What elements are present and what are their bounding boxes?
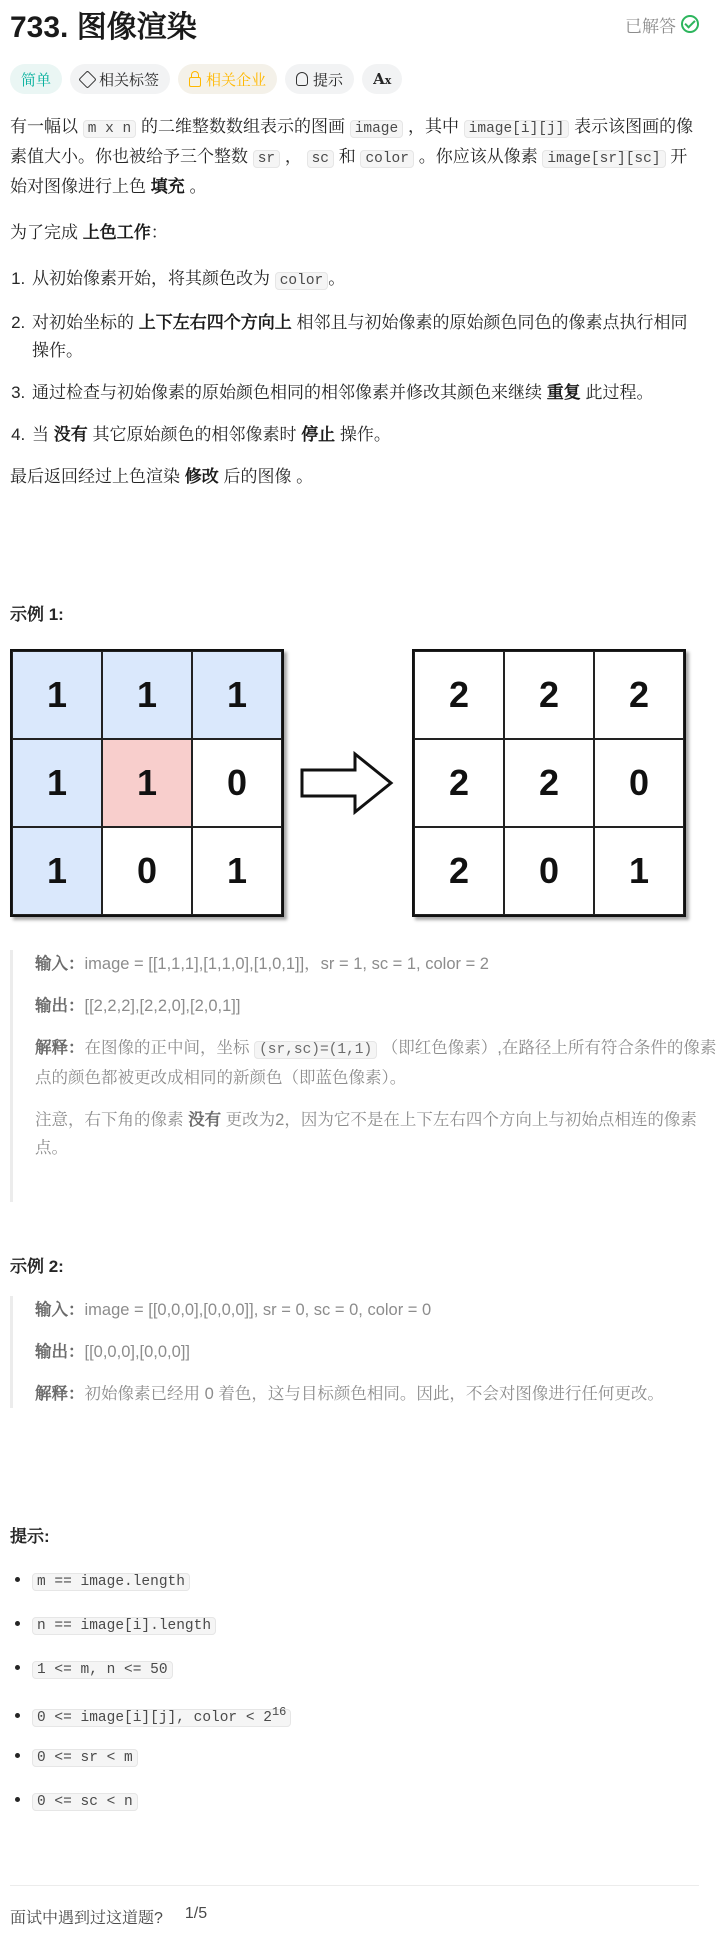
tag-icon [78, 70, 96, 88]
grid-cell: 2 [504, 651, 594, 739]
grid-cell: 0 [192, 739, 282, 827]
grid-cell: 1 [102, 651, 192, 739]
example-2-output: 输出：[[0,0,0],[0,0,0]] [35, 1343, 190, 1361]
grid-cell: 1 [192, 827, 282, 915]
divider [10, 1885, 699, 1886]
grid-cell: 1 [12, 651, 102, 739]
example-1-block [10, 950, 717, 1202]
topics-tag-button[interactable] [70, 64, 170, 94]
companies-tag-button[interactable] [178, 64, 277, 94]
solved-label: 已解答 [625, 16, 676, 36]
grid-cell: 2 [414, 827, 504, 915]
list-item: • m == image.length [32, 1566, 291, 1594]
list-item: 4. 当 没有 其它原始颜色的相邻像素时 停止 操作。 [30, 421, 700, 449]
interview-footer [10, 1905, 207, 1928]
arrow-right-icon [300, 750, 395, 816]
grid-cell: 1 [102, 739, 192, 827]
description-paragraph: 有一幅以 m x n 的二维整数数组表示的图画 image ，其中 image[i][j] 表示该图画的像素值大小。你也被给予三个整数 sr ， sc 和 color 。你应该从像素 image[sr][sc] 开始对图像进行上色 填充 。 [10, 117, 694, 196]
grid-before [10, 649, 284, 917]
example-1-explanation: 解释：在图像的正中间，坐标 (sr,sc)=(1,1) （即红色像素）,在路径上所有符合条件的像素点的颜色都被更改成相同的新颜色（即蓝色像素）。 [35, 1039, 717, 1087]
grid-cell: 0 [594, 739, 684, 827]
grid-cell: 1 [594, 827, 684, 915]
list-item: 2. 对初始坐标的 上下左右四个方向上 相邻且与初始像素的原始颜色同色的像素点执行相同操作。 [30, 309, 700, 365]
problem-description [10, 113, 700, 491]
translate-button[interactable] [362, 64, 402, 94]
problem-header [10, 4, 699, 44]
constraints-list [10, 1566, 291, 1830]
grid-cell: 1 [192, 651, 282, 739]
list-item: 1. 从初始像素开始，将其颜色改为 color 。 [30, 265, 700, 295]
example-2-explanation: 解释：初始像素已经用 0 着色，这与目标颜色相同。因此，不会对图像进行任何更改。 [35, 1385, 664, 1403]
example-1-output: 输出：[[2,2,2],[2,2,0],[2,0,1]] [35, 997, 241, 1015]
grid-cell: 2 [414, 739, 504, 827]
example-2-block [10, 1296, 717, 1408]
grid-after [412, 649, 686, 917]
topics-label: 相关标签 [99, 71, 160, 89]
example-2-title: 示例 2: [10, 1257, 64, 1276]
hint-button[interactable] [285, 64, 354, 94]
list-item: • 0 <= sr < m [32, 1742, 291, 1770]
interview-count: 1/5 [184, 1905, 208, 1922]
steps-list [10, 265, 700, 449]
example-1-note: 注意，右下角的像素 没有 更改为2，因为它不是在上下左右四个方向上与初始点相连的像素点。 [35, 1111, 697, 1157]
grid-cell: 1 [12, 739, 102, 827]
result-paragraph: 最后返回经过上色渲染 修改 后的图像 。 [10, 467, 314, 486]
example-2-input: 输入：image = [[0,0,0],[0,0,0]], sr = 0, sc = 0, color = 0 [35, 1301, 432, 1319]
interview-question[interactable]: 面试中遇到过这道题? [10, 1910, 163, 1927]
list-item: • 0 <= image[i][j], color < $2^{16}$ [32, 1698, 291, 1726]
list-item: • 1 <= m, n <= 50 [32, 1654, 291, 1682]
difficulty-badge [10, 64, 62, 94]
translate-icon: Ax [373, 70, 392, 88]
grid-cell: 1 [12, 827, 102, 915]
grid-cell: 2 [504, 739, 594, 827]
constraints-title: 提示: [10, 1527, 50, 1546]
check-circle-icon [681, 15, 699, 33]
tag-bar [10, 64, 402, 94]
grid-cell: 0 [102, 827, 192, 915]
task-intro: 为了完成 上色工作： [10, 223, 168, 242]
grid-cell: 2 [594, 651, 684, 739]
companies-label: 相关企业 [206, 71, 267, 89]
hint-label: 提示 [313, 71, 344, 89]
lock-icon [189, 77, 201, 87]
difficulty-label: 简单 [21, 71, 52, 89]
solved-status [625, 12, 699, 37]
grid-cell: 0 [504, 827, 594, 915]
grid-cell: 2 [414, 651, 504, 739]
list-item: 3. 通过检查与初始像素的原始颜色相同的相邻像素并修改其颜色来继续 重复 此过程。 [30, 379, 700, 407]
example-1-title: 示例 1: [10, 605, 64, 624]
problem-title: 733. 图像渲染 [10, 11, 197, 44]
list-item: • 0 <= sc < n [32, 1786, 291, 1814]
lightbulb-icon [296, 72, 308, 86]
example-1-input: 输入：image = [[1,1,1],[1,1,0],[1,0,1]]，sr = 1, sc = 1, color = 2 [35, 955, 489, 973]
list-item: • n == image[i].length [32, 1610, 291, 1638]
